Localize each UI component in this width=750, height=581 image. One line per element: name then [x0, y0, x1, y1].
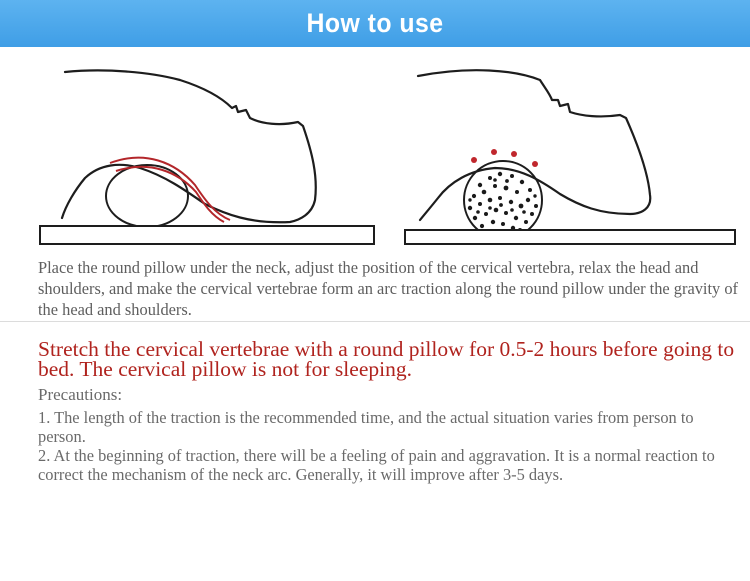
- mattress-left: [40, 226, 374, 244]
- precautions-list: [38, 408, 728, 484]
- page-title: How to use: [306, 8, 444, 38]
- spine-vertebra-dots: [471, 149, 538, 167]
- precaution-item-2: 2. At the beginning of traction, there will be a feeling of pain and aggravation. It is a normal reaction to correct the mechanism of the neck arc. Generally, it will improve after 3-5 days.: [38, 446, 715, 484]
- usage-warning: Stretch the cervical vertebrae with a round pillow for 0.5-2 hours before going to bed. The cervical pillow is not for sleeping.: [38, 337, 735, 381]
- section-divider: [0, 321, 750, 322]
- usage-caption: Place the round pillow under the neck, adjust the position of the cervical vertebra, relax the head and shoulders, and make the cervical vertebrae form an arc traction along the round pillow under the gravity of the head and shoulders.: [38, 258, 738, 319]
- spine-line-left-2: [116, 167, 224, 222]
- precaution-item-1: 1. The length of the traction is the recommended time, and the actual situation varies from person to person.: [38, 408, 694, 446]
- round-pillow-section: [464, 161, 542, 239]
- illustration-round-pillow-side: [40, 70, 374, 244]
- head-profile-right: [418, 70, 650, 220]
- round-pillow-left: [106, 165, 188, 227]
- illustration-panel: [0, 47, 750, 257]
- header-banner: [0, 0, 750, 47]
- mattress-right: [405, 230, 735, 244]
- head-profile-left: [62, 70, 316, 222]
- precautions-title: Precautions:: [38, 385, 123, 404]
- pillow-filling-dots: [468, 172, 538, 234]
- illustration-round-pillow-section: [405, 70, 735, 244]
